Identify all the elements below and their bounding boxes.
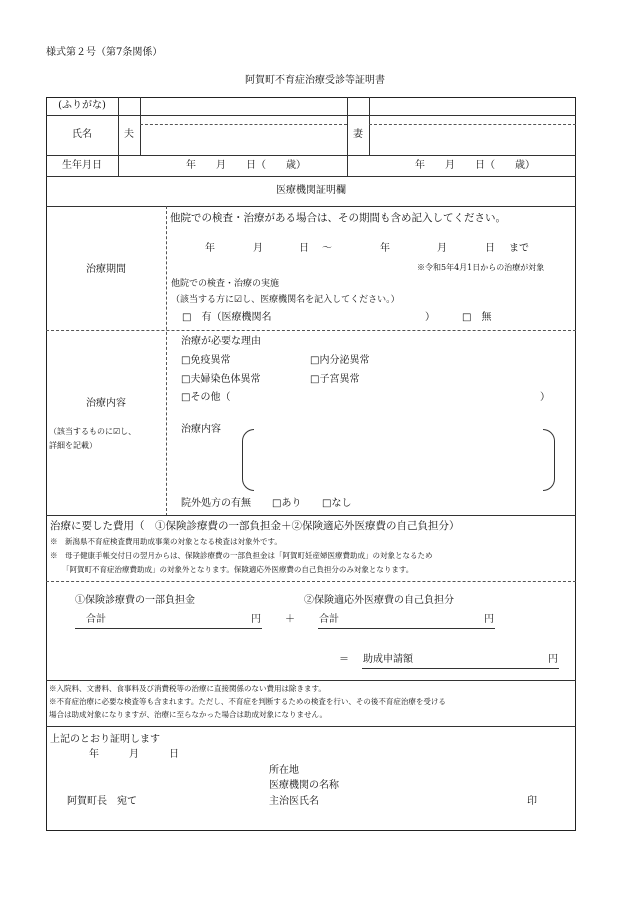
page-title: 阿賀町不育症治療受診等証明書 [245,75,385,86]
start-day[interactable]: 日 [299,243,309,254]
detail-bracket-right [543,429,555,491]
subsidy-label: 助成申請額 [363,654,413,665]
institution-label: 医療機関の名称 [269,780,339,791]
reason-uterine-checkbox[interactable]: □子宮異常 [310,374,360,385]
birth-husband-field[interactable]: 年 月 日（ 歳） [186,160,306,171]
plus-sign: ＋ [285,614,295,625]
subsidy-underline [362,668,559,669]
start-month[interactable]: 月 [253,243,263,254]
end-day[interactable]: 日 [485,243,495,254]
item2-yen: 円 [484,614,494,625]
subsidy-amount-field[interactable] [420,652,544,668]
period-label: 治療期間 [86,264,126,275]
range-until: まで [509,243,529,254]
divider [46,155,576,156]
period-instruction: 他院での検査・治療がある場合は、その期間も含め記入してください。 [170,212,506,224]
certification-date[interactable]: 年 月 日 [89,749,179,760]
reason-immune-checkbox[interactable]: □免疫異常 [181,355,231,366]
seal-mark: 印 [527,796,537,807]
prescription-label: 院外処方の有無 [181,498,251,509]
divider [140,97,141,155]
husband-label: 夫 [124,129,134,140]
other-clinic-instruction: （該当する方に☑し、医療機関名を記入してください。） [171,295,400,305]
doctor-label: 主治医氏名 [269,796,319,807]
recipient: 阿賀町長 宛て [67,796,137,807]
item1-total-label: 合計 [86,614,106,625]
reason-endocrine-checkbox[interactable]: □内分泌異常 [310,355,370,366]
subsidy-yen: 円 [548,654,558,665]
divider [46,581,576,582]
item1-underline [75,628,262,629]
exclusion-line-3: 場合は助成対象になりますが、治療に至らなかった場合は助成対象になりません。 [49,710,327,719]
item1-label: ①保険診療費の一部負担金 [75,595,195,606]
divider [46,176,576,177]
furigana-label: (ふりがな) [58,100,106,111]
exclusion-line-2: ※不育症治療に必要な検査等も含まれます。ただし、不育症を判断するための検査を行い、その後不育症治療を受ける [49,697,446,706]
item1-yen: 円 [251,614,261,625]
divider [140,124,347,125]
reason-chromosome-checkbox[interactable]: □夫婦染色体異常 [181,374,261,385]
other-clinic-yes-checkbox[interactable]: □ 有（医療機関名 [182,312,272,323]
detail-bracket-left [242,429,254,491]
reason-other-checkbox[interactable]: □その他（ [181,392,231,403]
divider [46,115,576,116]
item2-total-label: 合計 [319,614,339,625]
divider [166,206,167,516]
divider [46,206,576,207]
reason-label: 治療が必要な理由 [181,336,261,347]
wife-label: 妻 [353,129,363,140]
content-label-note-1: （該当するものに☑し、 [49,427,137,436]
content-label-note-2: 詳細を記載） [49,441,97,450]
other-clinic-label: 他院での検査・治療の実施 [171,279,280,289]
prescription-yes-checkbox[interactable]: □あり [272,498,302,509]
content-label: 治療内容 [86,398,126,409]
equals-sign: ＝ [339,654,349,665]
birth-wife-field[interactable]: 年 月 日（ 歳） [415,160,535,171]
cost-header: 治療に要した費用（ ①保険診療費の一部負担金＋②保険適応外医療費の自己負担分） [50,520,460,532]
item2-amount-field[interactable] [345,612,480,628]
detail-label: 治療内容 [181,424,221,435]
certification-statement: 上記のとおり証明します [50,734,160,745]
detail-field[interactable] [256,431,541,489]
prescription-no-checkbox[interactable]: □なし [322,498,352,509]
divider [369,124,576,125]
birth-label: 生年月日 [62,160,102,171]
address-label: 所在地 [269,765,299,776]
period-note: ※令和5年4月1日からの治療が対象 [417,263,545,272]
cost-note-1: ※ 新潟県不育症検査費用助成事業の対象となる検査は対象外です。 [50,537,282,546]
exclusion-line-1: ※入院料、文書料、食事料及び消費税等の治療に直接関係のない費用は除きます。 [49,684,326,693]
other-clinic-yes-close: ） [425,312,435,323]
cost-note-2: ※ 母子健康手帳交付日の翌月からは、保険診療費の一部負担金は「阿賀町妊産婦医療費助成」の対象となるため [50,551,433,560]
divider [369,97,370,155]
end-year[interactable]: 年 [380,243,390,254]
form-number: 様式第２号（第7条関係） [46,47,163,58]
item2-label: ②保険適応外医療費の自己負担分 [304,595,454,606]
reason-other-close: ） [540,392,550,403]
divider [46,330,576,331]
range-tilde: 〜 [322,243,332,254]
item2-underline [318,628,495,629]
medical-header: 医療機関証明欄 [276,185,346,196]
divider [46,515,576,516]
other-clinic-no-checkbox[interactable]: □ 無 [462,312,492,323]
cost-note-2b: 「阿賀町不育症治療費助成」の対象外となります。保険適応外医療費の自己負担分のみ対象となります。 [62,565,414,574]
divider [46,680,576,681]
item1-amount-field[interactable] [112,612,247,628]
start-year[interactable]: 年 [205,243,215,254]
name-label: 氏名 [72,129,92,140]
end-month[interactable]: 月 [437,243,447,254]
divider [46,726,576,727]
